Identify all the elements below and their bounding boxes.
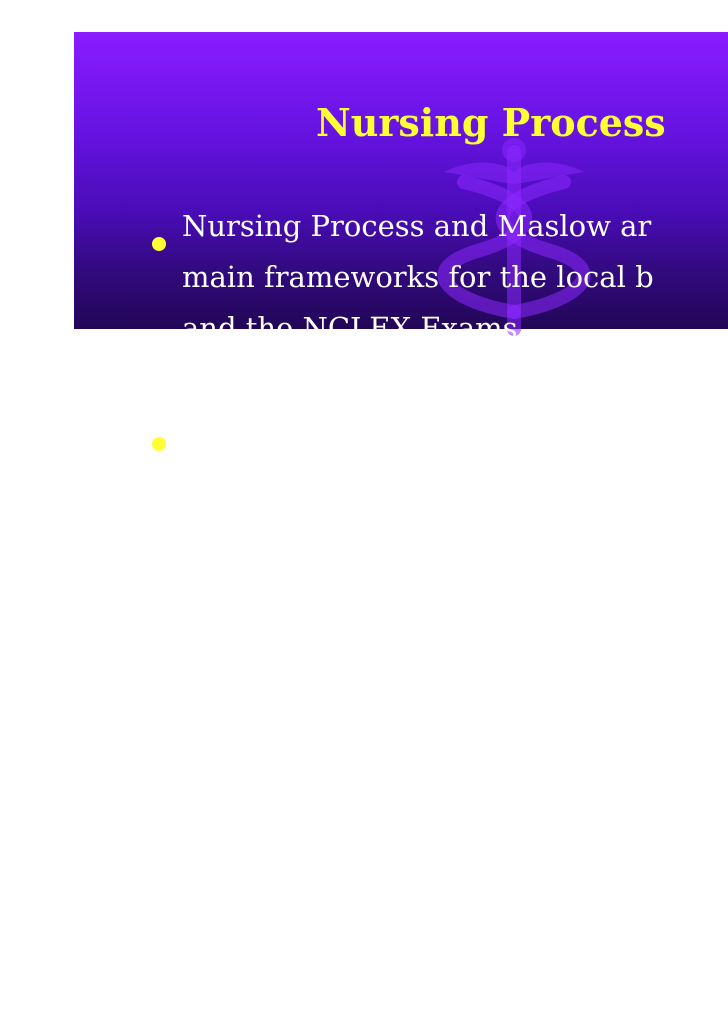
bullet-1-line-2: main frameworks for the local b bbox=[182, 260, 654, 294]
slide-title: Nursing Process bbox=[316, 100, 666, 145]
bullet-2-line-2: develop a plan of care, evaluate bbox=[182, 459, 651, 493]
bullet-1-line-3: and the NCLEX Exams. bbox=[182, 311, 527, 345]
bullet-2-line-1: Remember ONLY the RN can a bbox=[182, 407, 639, 441]
bullet-dot-icon bbox=[152, 237, 166, 251]
slide-footer-author: Maria Carmela L. DOmocmat. RN, MSN bbox=[362, 648, 647, 664]
slide bbox=[74, 32, 728, 545]
bullet-dot-icon bbox=[152, 437, 166, 451]
bullet-2-line-3: educate clients. bbox=[182, 511, 415, 545]
bullet-1-line-1: Nursing Process and Maslow ar bbox=[182, 209, 652, 243]
bullet-list bbox=[74, 32, 728, 545]
